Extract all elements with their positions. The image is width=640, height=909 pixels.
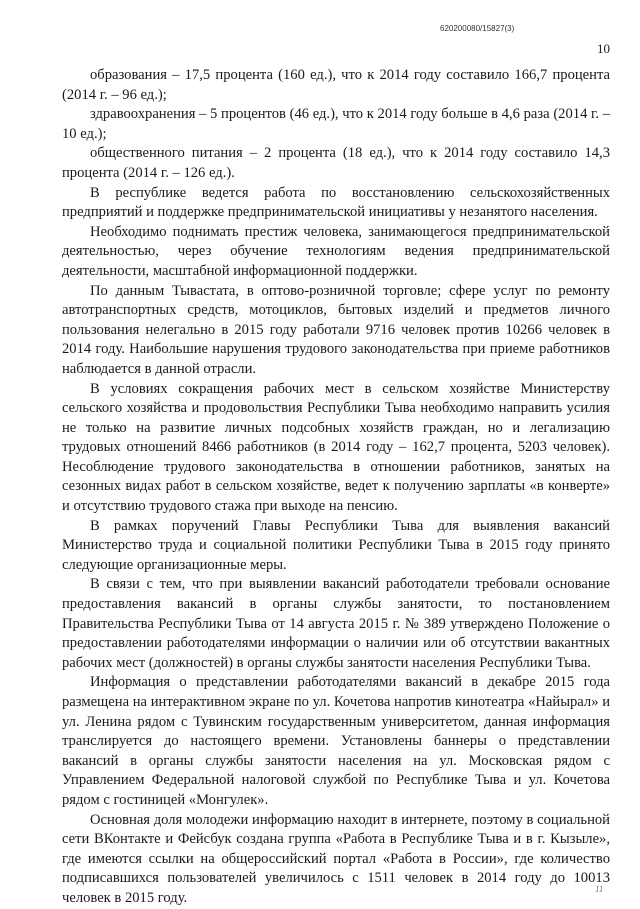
paragraph: В условиях сокращения рабочих мест в сельском хозяйстве Министерству сельского хозяйства и продовольствия Республики Тыва необходимо направить усилия не только на развитие личных подсобных хозяйств граждан, но и легализацию трудовых отношений 8466 работников (в 2014 году – 162,7 процента, 5203 человек). Несоблюдение трудового законодательства в отношении работников, занятых на сезонных видах работ в сельском хозяйстве, ведет к получению зарплаты «в конверте» и отсутствию трудового стажа при выходе на пенсию.	[62, 380, 610, 515]
paragraph: образования – 17,5 процента (160 ед.), что к 2014 году составило 166,7 процента (2014 г. – 96 ед.);	[62, 67, 610, 103]
paragraph: общественного питания – 2 процента (18 ед.), что к 2014 году составило 14,3 процента (2014 г. – 126 ед.).	[62, 145, 610, 181]
paragraph: В связи с тем, что при выявлении вакансий работодатели требовали основание предоставления вакансий в органы службы занятости, то постановлением Правительства Республики Тыва от 14 августа 2015 г. № 389 утверждено Положение о предоставлении работодателями информации о наличии или об отсутствии вакантных рабочих мест (должностей) в органы службы занятости населения Республики Тыва.	[62, 576, 610, 671]
paragraph: здравоохранения – 5 процентов (46 ед.), что к 2014 году больше в 4,6 раза (2014 г. – 10 ед.);	[62, 106, 610, 142]
footer-mark: 11	[595, 884, 604, 894]
paragraph: Основная доля молодежи информацию находит в интернете, поэтому в социальной сети ВКонтакте и Фейсбук создана группа «Работа в Республике Тыва и в г. Кызыле», где имеются ссылки на общероссийский портал «Работа в России», где количество подписавшихся пользователей увеличилось с 1511 человек в 2014 году до 10013 человек в 2015 году.	[62, 811, 610, 906]
page-number: 10	[597, 41, 610, 56]
paragraph: В рамках поручений Главы Республики Тыва для выявления вакансий Министерство труда и социальной политики Республики Тыва в 2015 году принято следующие организационные меры.	[62, 517, 610, 573]
paragraph: В республике ведется работа по восстановлению сельскохозяйственных предприятий и поддержке предпринимательской инициативы у незанятого населения.	[62, 184, 610, 221]
paragraph: Необходимо поднимать престиж человека, занимающегося предпринимательской деятельностью, через обучение технологиям ведения предпринимательской деятельности, масштабной информационной поддержки.	[62, 223, 610, 279]
document-stamp: 620200080/15827(3)	[440, 24, 515, 33]
paragraph: По данным Тывастата, в оптово-розничной торговле; сфере услуг по ремонту автотранспортных средств, мотоциклов, бытовых изделий и предметов личного пользования нелегально в 2015 году работали 9716 человек против 10266 человек в 2014 году. Наибольшие нарушения трудового законодательства при приеме работников наблюдается в данной отрасли.	[62, 282, 610, 377]
paragraph: Информация о представлении работодателями вакансий в декабре 2015 года размещена на интерактивном экране по ул. Кочетова напротив кинотеатра «Найырал» и ул. Ленина рядом с Тувинским государственным университетом, данная информация транслируется до настоящего времени. Установлены баннеры о представлении вакансий в органы службы занятости населения на ул. Московская рядом с Управлением Федеральной налоговой службой по Республике Тыва и ул. Кочетова рядом с гостиницей «Монгулек».	[62, 674, 610, 808]
document-body	[62, 66, 610, 909]
